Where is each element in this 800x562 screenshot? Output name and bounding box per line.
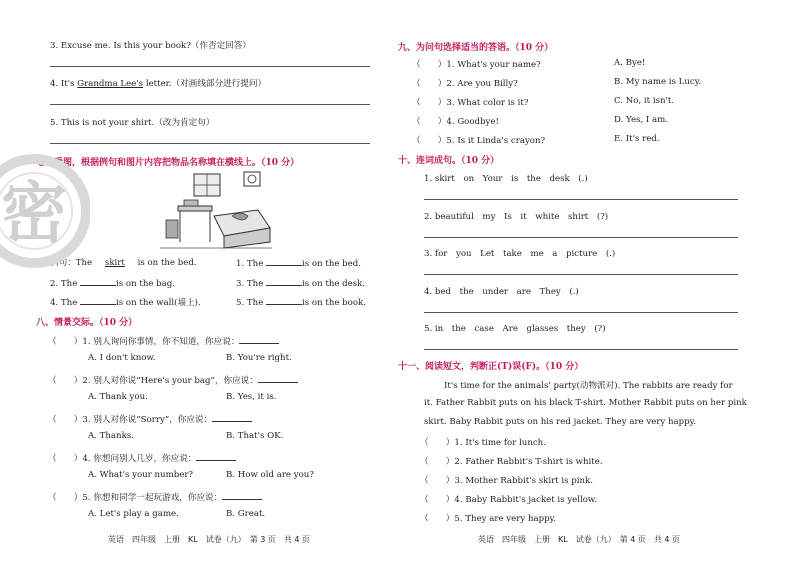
q4-answer-line[interactable] [50,104,370,105]
sec9-item-1: （ ）1. What's your name? [412,60,541,70]
sec11-item-5: （ ）5. They are very happy. [420,514,557,524]
sec8-q4-option-b: B. How old are you? [226,470,314,480]
sec8-q4-option-a: A. What's your number? [88,470,194,480]
sec8-q2-option-a: A. Thank you. [88,392,148,402]
passage-line-2: it. Father Rabbit puts on his black T-shirt. Mother Rabbit puts on her pink [424,398,747,408]
sec10-item-2: 2. beautiful my Is it white shirt (?) [424,212,609,222]
q5-answer-line[interactable] [50,143,370,144]
sec8-q1-option-b: B. You're right. [226,353,292,363]
sec8-q3-option-a: A. Thanks. [88,431,134,441]
sec9-option-e: E. It's red. [614,134,660,144]
sec8-q2: （ ）2. 别人对你说“Here's your bag”，你应说： [48,373,298,386]
left-footer: 英语 四年级 上册 KL 试卷（九） 第 3 页 共 4 页 [108,535,311,544]
section-11-title: 十一、阅读短文，判断正(T)误(F)。（10 分） [398,362,584,372]
sec11-item-1: （ ）1. It's time for lunch. [420,438,546,448]
sec10-answer-line-2[interactable] [424,237,738,238]
q4-text: 4. It's Grandma Lee's letter.（对画线部分进行提问） [50,79,267,89]
section-8-title: 八、情景交际。（10 分） [36,318,138,328]
sec10-item-3: 3. for you Let take me a picture (.) [424,249,616,259]
sec7-item-5: 5. The is on the book. [236,295,366,308]
sec10-item-5: 5. in the case Are glasses they (?) [424,324,606,334]
sec9-option-a: A. Bye! [614,58,646,68]
sec9-option-b: B. My name is Lucy. [614,77,702,87]
sec10-answer-line-4[interactable] [424,312,738,313]
sec8-q2-option-b: B. Yes, it is. [226,392,277,402]
sec7-item-2: 2. The is on the bag. [50,276,175,289]
sec7-example: 例句：The skirt is on the bed. [50,258,197,268]
sec8-q4: （ ）4. 你想问别人几岁，你应说： [48,451,236,464]
sec9-item-2: （ ）2. Are you Billy? [412,79,518,89]
sec11-item-4: （ ）4. Baby Rabbit's jacket is yellow. [420,495,597,505]
sec9-item-3: （ ）3. What color is it? [412,98,529,108]
sec9-item-5: （ ）5. Is it Linda's crayon? [412,136,546,146]
sec10-answer-line-1[interactable] [424,199,738,200]
confidential-seal-icon [0,152,90,270]
sec7-item-4: 4. The is on the wall(墙上). [50,295,201,308]
sec10-item-4: 4. bed the under are They (.) [424,287,579,297]
sec10-answer-line-3[interactable] [424,274,738,275]
sec8-q5: （ ）5. 你想和同学一起玩游戏，你应说： [48,490,262,503]
q3-text: 3. Excuse me. Is this your book?（作否定回答） [50,41,251,51]
sec8-q1-option-a: A. I don't know. [88,353,156,363]
sec8-q5-option-a: A. Let's play a game. [88,509,179,519]
q4-underlined: Grandma Lee's [77,79,144,89]
sec10-item-1: 1. skirt on Your is the desk (.) [424,174,588,184]
sec8-q1: （ ）1. 别人询问你事情，你不知道，你应说： [48,334,279,347]
passage-line-3: skirt. Baby Rabbit puts on his red jacket. They are very happy. [424,417,697,427]
right-footer: 英语 四年级 上册 KL 试卷（九） 第 4 页 共 4 页 [478,535,681,544]
sec7-item-3: 3. The is on the desk. [236,276,365,289]
sec8-q5-option-b: B. Great. [226,509,266,519]
sec8-q3-option-b: B. That's OK. [226,431,284,441]
q5-text: 5. This is not your shirt.（改为肯定句） [50,118,215,128]
sec9-option-c: C. No, it isn't. [614,96,675,106]
q3-answer-line[interactable] [50,66,370,67]
sec11-item-3: （ ）3. Mother Rabbit's skirt is pink. [420,476,593,486]
section-9-title: 九、为问句选择适当的答语。（10 分） [398,43,554,53]
section-10-title: 十、连词成句。（10 分） [398,156,500,166]
seal-text: 密 [1,175,67,252]
sec7-item-1: 1. The is on the bed. [236,256,361,269]
sec9-item-4: （ ）4. Goodbye! [412,117,499,127]
room-illustration [160,170,272,250]
section-7-title: 七、看图，根据例句和图片内容把物品名称填在横线上。（10 分） [36,158,300,168]
sec8-q3: （ ）3. 别人对你说“Sorry”，你应说： [48,412,252,425]
sec9-option-d: D. Yes, I am. [614,115,669,125]
sec10-answer-line-5[interactable] [424,349,738,350]
sec11-item-2: （ ）2. Father Rabbit's T-shirt is white. [420,457,603,467]
passage-line-1: It's time for the animals' party(动物派对). The rabbits are ready for [444,381,733,391]
